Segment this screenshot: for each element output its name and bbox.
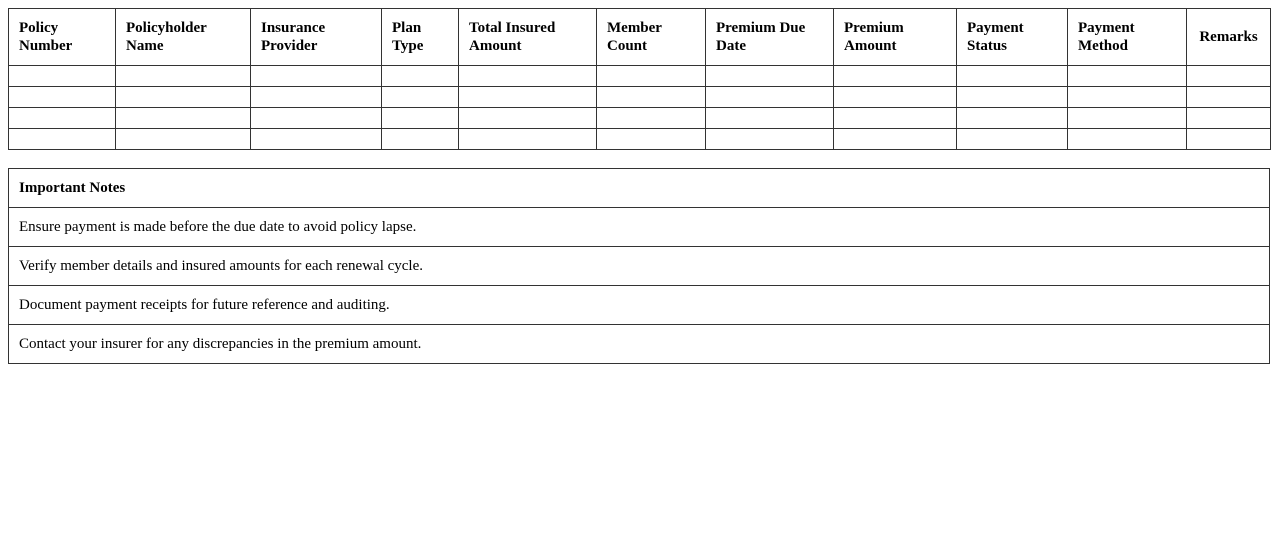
table-header-row (9, 9, 1271, 66)
table-cell (9, 66, 116, 87)
table-cell (957, 87, 1068, 108)
header-member-count: Member Count (597, 9, 706, 66)
table-cell (459, 129, 597, 150)
table-cell (251, 66, 382, 87)
table-cell (834, 87, 957, 108)
table-row (9, 66, 1271, 87)
table-cell (382, 87, 459, 108)
table-cell (1068, 129, 1187, 150)
table-cell (834, 129, 957, 150)
header-policy-number: Policy Number (9, 9, 116, 66)
policy-table (8, 8, 1271, 150)
table-cell (459, 66, 597, 87)
notes-title: Important Notes (9, 169, 1270, 208)
table-cell (459, 108, 597, 129)
note-row (9, 208, 1270, 247)
table-row (9, 87, 1271, 108)
table-cell (251, 129, 382, 150)
table-cell (1187, 66, 1271, 87)
table-cell (9, 129, 116, 150)
table-cell (116, 66, 251, 87)
table-cell (1187, 129, 1271, 150)
table-cell (116, 108, 251, 129)
note-row (9, 325, 1270, 364)
table-cell (1187, 87, 1271, 108)
table-row (9, 108, 1271, 129)
note-row (9, 247, 1270, 286)
table-cell (957, 66, 1068, 87)
note-row (9, 286, 1270, 325)
table-cell (1187, 108, 1271, 129)
table-cell (957, 108, 1068, 129)
table-cell (957, 129, 1068, 150)
table-cell (834, 66, 957, 87)
header-premium-amount: Premium Amount (834, 9, 957, 66)
header-total-insured-amount: Total Insured Amount (459, 9, 597, 66)
header-insurance-provider: Insurance Provider (251, 9, 382, 66)
header-policyholder-name: Policyholder Name (116, 9, 251, 66)
header-remarks: Remarks (1187, 9, 1271, 66)
table-cell (1068, 66, 1187, 87)
table-cell (9, 87, 116, 108)
header-payment-method: Payment Method (1068, 9, 1187, 66)
table-cell (706, 66, 834, 87)
table-cell (251, 108, 382, 129)
table-cell (834, 108, 957, 129)
table-cell (597, 87, 706, 108)
table-cell (706, 87, 834, 108)
note-item: Contact your insurer for any discrepancies in the premium amount. (9, 325, 1270, 364)
table-cell (382, 66, 459, 87)
note-item: Verify member details and insured amounts for each renewal cycle. (9, 247, 1270, 286)
note-item: Ensure payment is made before the due date to avoid policy lapse. (9, 208, 1270, 247)
table-cell (382, 129, 459, 150)
table-cell (597, 108, 706, 129)
notes-header-row (9, 169, 1270, 208)
table-cell (382, 108, 459, 129)
table-cell (251, 87, 382, 108)
note-item: Document payment receipts for future reference and auditing. (9, 286, 1270, 325)
important-notes-table (8, 168, 1270, 364)
header-premium-due-date: Premium Due Date (706, 9, 834, 66)
table-cell (1068, 108, 1187, 129)
table-cell (597, 66, 706, 87)
table-cell (597, 129, 706, 150)
header-plan-type: Plan Type (382, 9, 459, 66)
table-cell (459, 87, 597, 108)
table-cell (706, 129, 834, 150)
table-cell (706, 108, 834, 129)
table-cell (116, 87, 251, 108)
table-row (9, 129, 1271, 150)
table-cell (1068, 87, 1187, 108)
table-cell (9, 108, 116, 129)
header-payment-status: Payment Status (957, 9, 1068, 66)
table-cell (116, 129, 251, 150)
